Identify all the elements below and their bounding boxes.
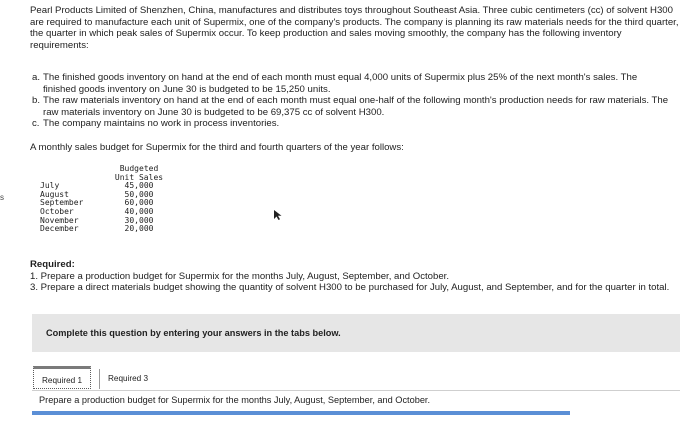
requirement-item [32,118,672,130]
required-item: 3. Prepare a direct materials budget showing the quantity of solvent H300 to be purchased for July, August, and September, and for the quarter in total. [30,282,670,294]
requirement-text: The raw materials inventory on hand at the end of each month must equal one-half of the following month's production needs for raw materials. The raw materials inventory on June 30 is budgeted to be 69,375 cc of solvent H300. [43,95,669,118]
units-cell: 50,000 [124,189,154,199]
units-cell: 40,000 [124,206,154,216]
required-heading: Required: [30,259,75,270]
requirement-item [32,95,672,118]
units-cell: 30,000 [124,215,154,225]
requirement-marker: a. [32,72,41,83]
tab-required-1[interactable]: Required 1 [33,366,91,389]
month-cell: August [40,189,69,199]
requirement-marker: b. [32,95,41,107]
mouse-pointer-icon-glyph [273,209,283,221]
required-item: 1. Prepare a production budget for Supermix for the months July, August, September, and October. [30,270,449,282]
column-header: Budgeted [119,164,159,173]
panel-prompt: Prepare a production budget for Supermix for the months July, August, September, and October. [39,395,431,405]
month-cell: November [40,215,79,225]
units-cell: 20,000 [124,224,154,234]
page-edge-mark: s [0,193,4,202]
required-section [30,259,680,294]
mouse-pointer-icon [273,209,283,224]
requirement-marker: c. [32,118,40,130]
requirement-text: The company maintains no work in process inventories. [43,118,280,130]
column-header: Unit Sales [114,172,164,182]
table-row [40,225,164,234]
sales-budget-table [40,165,164,234]
panel-progress-underline [32,411,570,415]
requirement-text: The finished goods inventory on hand at the end of each month must equal 4,000 units of Supermix plus 25% of the next month's sales. The finished goods inventory on June 30 is budgeted to be 15,250 units. [43,72,638,95]
problem-intro: Pearl Products Limited of Shenzhen, China, manufactures and distributes toys throughout Southeast Asia. Three cubic centimeters (cc) of solvent H300 are required to manufacture each unit of Supermix, one of the company's products. The company is planning its raw materials needs for the third quarter, the quarter in which peak sales of Supermix occur. To keep production and sales moving smoothly, the company has the following inventory requirements: [30,5,679,51]
sales-budget-lead: A monthly sales budget for Supermix for the third and fourth quarters of the year follows: [30,142,404,153]
month-cell: October [40,206,74,216]
month-cell: September [40,198,84,208]
requirement-item [32,72,672,95]
tab-panel [32,390,680,427]
month-cell: July [40,181,60,191]
instruction-text: Complete this question by entering your answers in the tabs below. [46,328,341,338]
inventory-requirements [32,72,672,130]
tab-required-3[interactable]: Required 3 [99,369,156,389]
instruction-banner [32,314,680,352]
month-cell: December [40,224,79,234]
units-cell: 45,000 [124,181,154,191]
units-cell: 60,000 [124,198,154,208]
